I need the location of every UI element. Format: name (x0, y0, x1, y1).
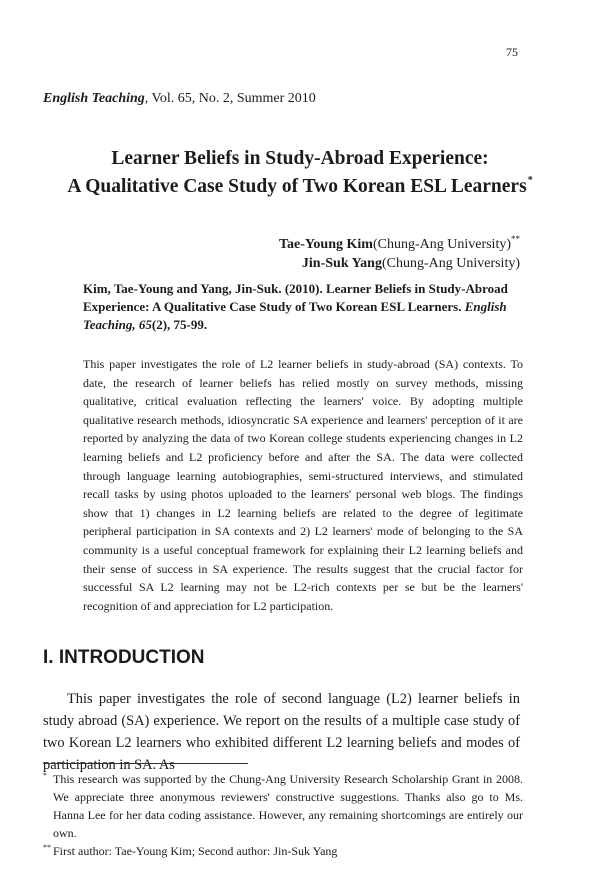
author-line (279, 230, 520, 254)
journal-name: English Teaching (43, 91, 145, 106)
author-name: Tae-Young Kim (278, 237, 373, 252)
author-affiliation: (Chung-Ang University) (372, 237, 511, 252)
title-line-2-text: A Qualitative Case Study of Two Korean ESL Learners (67, 176, 527, 197)
page-number: 75 (506, 45, 518, 59)
footnote-mark: * (43, 771, 47, 780)
footnote-divider (43, 763, 248, 764)
author-line (279, 254, 520, 273)
body-paragraph: This paper investigates the role of second language (L2) learner beliefs in study abroad (SA) experience. We report on the results of a multiple case study of two Korean L2 learners who exhibited different L2 learning beliefs and modes of participation in SA. As (43, 691, 520, 773)
citation-issue: (2), 75-99. (151, 317, 208, 332)
title-footnote-mark: * (527, 175, 533, 186)
footnote-text: This research was supported by the Chung-Ang University Research Scholarship Grant in 2008. We appreciate three anonymous reviewers' constructive suggestions. Thanks also go to Ms. Hanna Lee for her data coding assistance. However, any remaining shortcomings are entirely our own. (53, 772, 523, 840)
footnote (43, 842, 523, 860)
author-affiliation: (Chung-Ang University) (381, 256, 520, 271)
title-line-2 (0, 170, 600, 198)
abstract-paragraph: This paper investigates the role of L2 learner beliefs in study-abroad (SA) contexts. To date, the research of learner beliefs has relied mostly on survey methods, missing qualitative, critical evaluation reflecting the learners' voice. By adopting multiple qualitative research methods, idiosyncratic SA experience and learners' perception of it are reported by analyzing the data of two Korean college students experiencing changes in L2 learning beliefs and L2 proficiency before and after the SA. The data were collected through language learning autobiographies, semi-structured interviews, and stimulated recall tasks by using photos uploaded to the learners' personal web blogs. The findings show that 1) changes in L2 learning beliefs are related to the degree of legitimate peripheral participation in SA contexts and 2) L2 learners' mode of belonging to the SA community is a useful conceptual framework for explaining their L2 learning beliefs and their sense of success in SA experience. The results suggest that the crucial factor for successful SA L2 learning may not be L2-rich contexts per se but be the learners' recognition of and appreciation for L2 participation. (83, 357, 523, 613)
paper-title (0, 148, 600, 198)
title-line-1: Learner Beliefs in Study-Abroad Experience: (111, 148, 489, 169)
citation-journal: English Teaching, (83, 299, 507, 332)
citation-text: Kim, Tae-Young and Yang, Jin-Suk. (2010). Learner Beliefs in Study-Abroad Experience: A Qualitative Case Study of Two Korean ESL Learners. (83, 281, 508, 314)
citation-block (83, 280, 523, 334)
author-block (279, 230, 520, 273)
footnote (43, 770, 523, 842)
author-name: Jin-Suk Yang (301, 256, 382, 271)
journal-details: , Vol. 65, No. 2, Summer 2010 (144, 91, 316, 106)
journal-header (43, 91, 316, 107)
footnote-text: First author: Tae-Young Kim; Second author: Jin-Suk Yang (53, 844, 338, 858)
citation-volume: 65 (135, 317, 152, 332)
author-footnote-mark: ** (511, 234, 520, 244)
footnotes (43, 770, 523, 860)
section-heading: I. INTRODUCTION (43, 647, 205, 668)
footnote-mark: ** (43, 843, 51, 852)
